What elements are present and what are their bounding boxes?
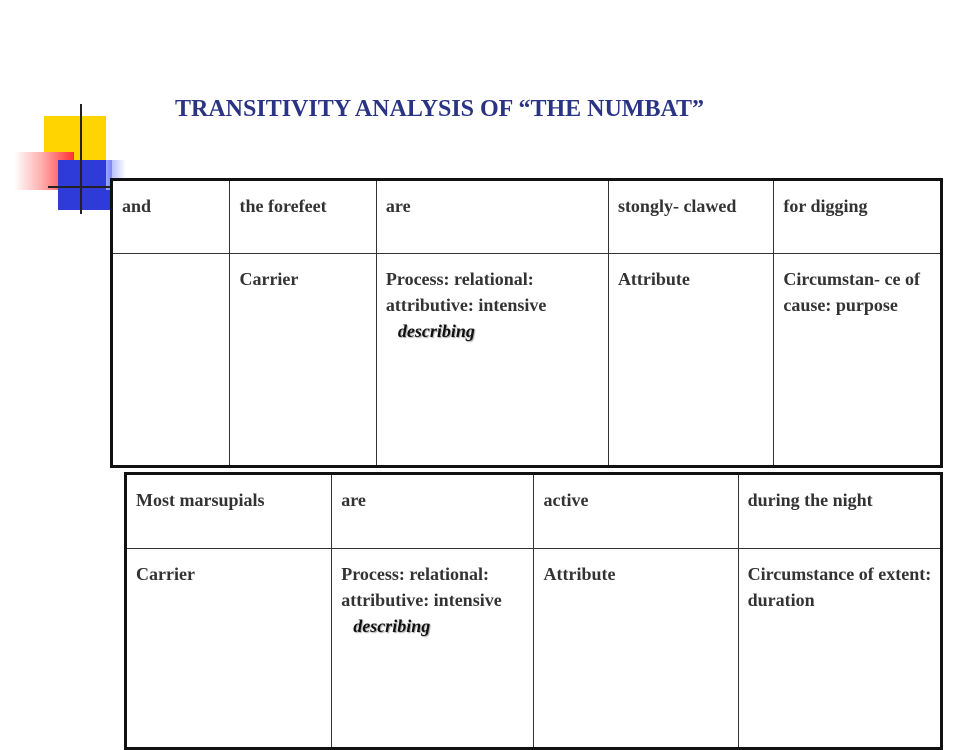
transitivity-table-2	[124, 472, 943, 750]
table-cell: stongly- clawed	[608, 180, 773, 254]
table-cell: Attribute	[608, 254, 773, 467]
table-cell: Circumstan- ce of cause: purpose	[774, 254, 942, 467]
table-cell: Attribute	[534, 549, 738, 749]
table-row	[112, 254, 942, 467]
table-cell	[112, 254, 230, 467]
decor-blue-square	[58, 160, 112, 210]
table-cell: are	[376, 180, 608, 254]
table-cell: Most marsupials	[126, 474, 332, 549]
decor-vertical-line	[80, 104, 82, 214]
table-cell: and	[112, 180, 230, 254]
table-cell-process	[332, 549, 534, 749]
table-cell: for digging	[774, 180, 942, 254]
process-subtype-label: describing	[353, 616, 431, 636]
table-cell: Carrier	[126, 549, 332, 749]
table-cell: are	[332, 474, 534, 549]
process-text: Process: relational: attributive: intensive	[341, 564, 502, 610]
table-cell: Circumstance of extent: duration	[738, 549, 941, 749]
table-cell: during the night	[738, 474, 941, 549]
process-subtype-label: describing	[397, 321, 475, 341]
table-row	[126, 474, 942, 549]
table-cell: Carrier	[230, 254, 376, 467]
table-row	[112, 180, 942, 254]
table-row	[126, 549, 942, 749]
slide-title: TRANSITIVITY ANALYSIS OF “THE NUMBAT”	[175, 96, 705, 122]
table-cell: the forefeet	[230, 180, 376, 254]
transitivity-table-1	[110, 178, 943, 468]
table-cell: active	[534, 474, 738, 549]
process-text: Process: relational: attributive: intensive	[385, 269, 547, 315]
table-cell-process	[376, 254, 608, 467]
